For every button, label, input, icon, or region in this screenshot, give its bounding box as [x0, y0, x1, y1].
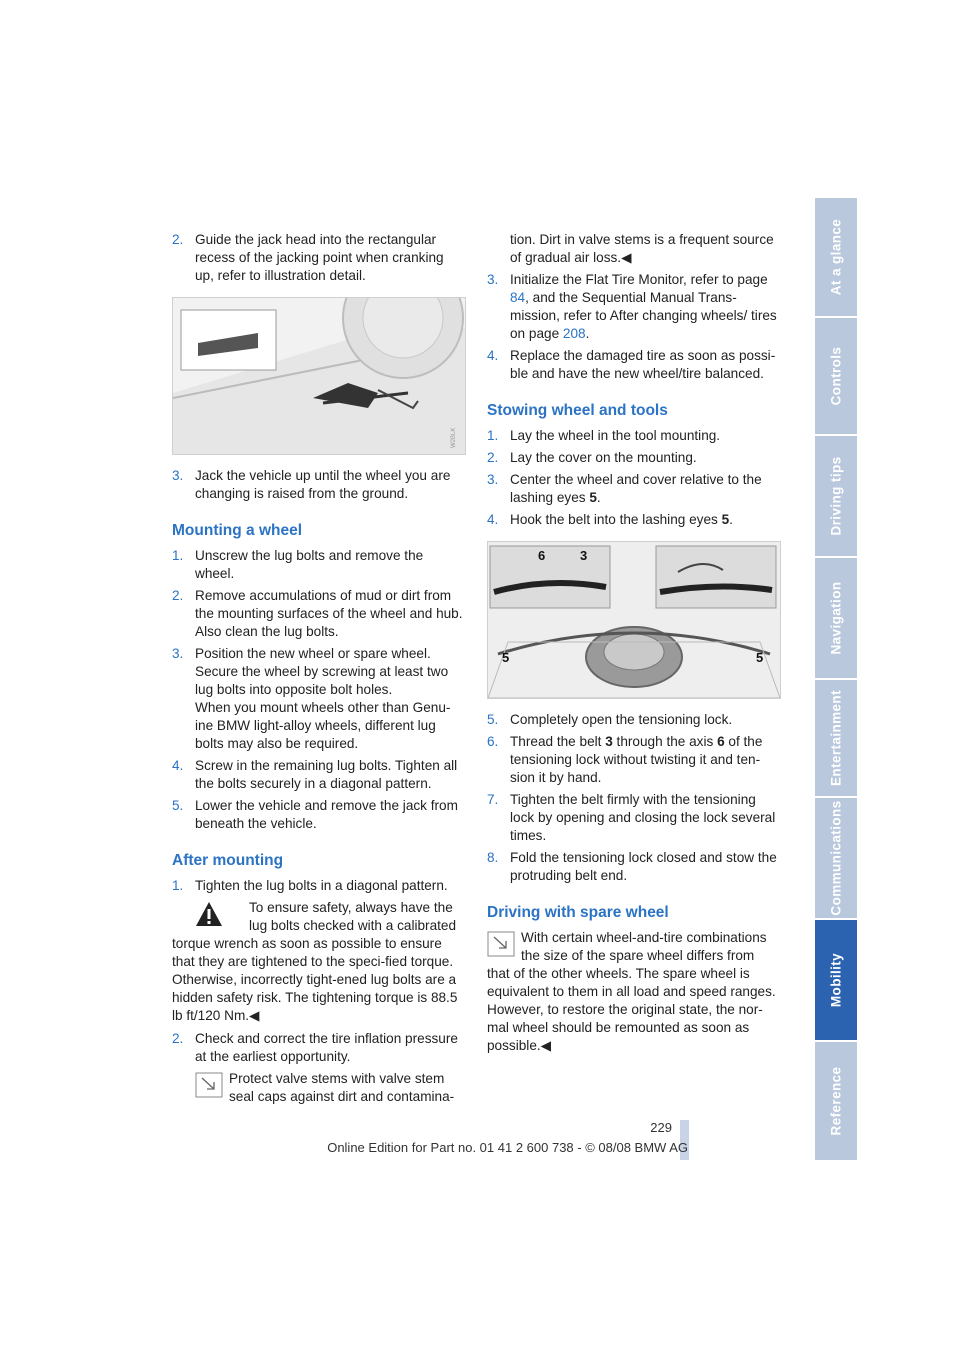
note-text: Protect valve stems with valve stem seal caps against dirt and contamina-	[229, 1071, 455, 1104]
right-column	[487, 231, 779, 1060]
jack-drawing	[173, 298, 465, 454]
note-icon	[487, 931, 517, 961]
step-item	[487, 791, 779, 845]
step-continuation: When you mount wheels other than Genu-ine BMW light-alloy wheels, different lug bolts may also be required.	[195, 700, 451, 751]
svg-text:W2BLK: W2BLK	[451, 427, 457, 448]
step-item	[487, 711, 779, 729]
step-number: 3.	[172, 468, 184, 483]
step-text: Thread the belt 3 through the axis 6 of the tensioning lock without twisting it and ten-sion it by hand.	[510, 734, 763, 785]
warning-text: To ensure safety, always have the lug bolts checked with a calibrated torque wrench as soon as possible to ensure that they are tightened to the speci-fied torque. Otherwise, incorrectly tight-ened lug bolts are a hidden safety risk. The tightening torque is 88.5 lb ft/120 Nm.◀	[172, 900, 458, 1023]
step-item	[172, 467, 464, 503]
step-text: Hook the belt into the lashing eyes 5.	[510, 512, 733, 527]
step-item	[487, 271, 779, 343]
footer-text: Online Edition for Part no. 01 41 2 600 738 - © 08/08 BMW AG	[327, 1140, 688, 1155]
step-text: Tighten the belt firmly with the tensioning lock by opening and closing the lock several times.	[510, 792, 776, 843]
step-number: 1.	[172, 548, 184, 563]
step-item	[172, 645, 464, 699]
note-continuation: tion. Dirt in valve stems is a frequent source of gradual air loss.◀	[510, 232, 774, 265]
step-number: 3.	[172, 646, 184, 661]
step-number: 2.	[172, 232, 184, 247]
step-number: 4.	[172, 758, 184, 773]
figure-label-lashing-eye: 5	[502, 650, 510, 665]
step-text: Jack the vehicle up until the wheel you are changing is raised from the ground.	[195, 468, 451, 501]
step-number: 6.	[487, 734, 499, 749]
step-item	[487, 471, 779, 507]
step-number: 7.	[487, 792, 499, 807]
step-number: 2.	[172, 1031, 184, 1046]
figure-label-axis: 6	[538, 548, 546, 563]
tab-mobility[interactable]: Mobility	[815, 920, 857, 1042]
tab-communications[interactable]: Communications	[815, 798, 857, 920]
step-item	[487, 733, 779, 787]
step-item	[172, 877, 464, 895]
step-text: Completely open the tensioning lock.	[510, 712, 733, 727]
step-item	[172, 547, 464, 583]
chapter-tabs	[815, 198, 857, 1160]
section-heading-after: After mounting	[172, 852, 284, 869]
step-number: 3.	[487, 272, 499, 287]
tab-navigation[interactable]: Navigation	[815, 558, 857, 680]
step-text: Lay the cover on the mounting.	[510, 450, 697, 465]
section-heading-mounting: Mounting a wheel	[172, 522, 303, 539]
step-text: Position the new wheel or spare wheel. Secure the wheel by screwing at least two lug bolts into opposite bolt holes.	[195, 646, 449, 697]
step-number: 3.	[487, 472, 499, 487]
step-text: Tighten the lug bolts in a diagonal pattern.	[195, 878, 448, 893]
step-item	[487, 427, 779, 445]
step-number: 2.	[172, 588, 184, 603]
jack-illustration	[172, 297, 466, 455]
section-heading-stowing: Stowing wheel and tools	[487, 402, 668, 419]
tab-controls[interactable]: Controls	[815, 318, 857, 436]
step-item	[172, 231, 464, 285]
page-number: 229	[650, 1120, 672, 1135]
step-text: Unscrew the lug bolts and remove the wheel.	[195, 548, 424, 581]
spare-wheel-drawing	[488, 542, 780, 698]
step-item	[172, 1030, 464, 1066]
step-number: 1.	[172, 878, 184, 893]
step-text: Replace the damaged tire as soon as possi-ble and have the new wheel/tire balanced.	[510, 348, 776, 381]
step-text: Check and correct the tire inflation pressure at the earliest opportunity.	[195, 1031, 458, 1064]
step-number: 8.	[487, 850, 499, 865]
step-item	[172, 797, 464, 833]
step-text: Guide the jack head into the rectangular recess of the jacking point when cranking up, refer to illustration detail.	[195, 232, 444, 283]
step-text: Fold the tensioning lock closed and stow the protruding belt end.	[510, 850, 777, 883]
tab-entertainment[interactable]: Entertainment	[815, 680, 857, 798]
left-column	[172, 231, 464, 1111]
step-number: 1.	[487, 428, 499, 443]
tab-reference[interactable]: Reference	[815, 1042, 857, 1162]
warning-icon	[195, 901, 245, 931]
step-item	[487, 347, 779, 383]
step-number: 5.	[487, 712, 499, 727]
spare-wheel-illustration	[487, 541, 781, 699]
step-number: 2.	[487, 450, 499, 465]
tab-at-a-glance[interactable]: At a glance	[815, 198, 857, 318]
step-text: Lower the vehicle and remove the jack from beneath the vehicle.	[195, 798, 458, 831]
warning-note	[172, 899, 464, 1025]
step-number: 5.	[172, 798, 184, 813]
step-text: Center the wheel and cover relative to the lashing eyes 5.	[510, 472, 762, 505]
step-text: Lay the wheel in the tool mounting.	[510, 428, 721, 443]
step-number: 4.	[487, 348, 499, 363]
step-number: 4.	[487, 512, 499, 527]
figure-label-belt: 3	[580, 548, 588, 563]
info-note	[195, 1070, 464, 1106]
section-heading-spare: Driving with spare wheel	[487, 904, 669, 921]
info-note	[487, 929, 779, 1055]
step-text: Remove accumulations of mud or dirt from the mounting surfaces of the wheel and hub. Also clean the lug bolts.	[195, 588, 463, 639]
step-text: Screw in the remaining lug bolts. Tighten all the bolts securely in a diagonal pattern.	[195, 758, 458, 791]
step-item	[172, 757, 464, 793]
step-item	[172, 587, 464, 641]
page-link[interactable]: 84	[510, 290, 526, 305]
figure-label-lashing-eye: 5	[756, 650, 764, 665]
page-link[interactable]: 208	[562, 326, 586, 341]
step-item	[487, 449, 779, 467]
step-item	[487, 511, 779, 529]
step-item	[487, 849, 779, 885]
note-icon	[195, 1072, 225, 1102]
tab-driving-tips[interactable]: Driving tips	[815, 436, 857, 558]
note-text: With certain wheel-and-tire combinations the size of the spare wheel differs from that of the other wheels. The spare wheel is equivalent to them in all load and speed ranges. However, to restore the original state, the nor-mal wheel should be remounted as soon as possible.◀	[487, 930, 776, 1053]
step-text: Initialize the Flat Tire Monitor, refer to page 84, and the Sequential Manual Trans-mission, refer to After changing wheels/ tires on page 208.	[510, 272, 777, 341]
